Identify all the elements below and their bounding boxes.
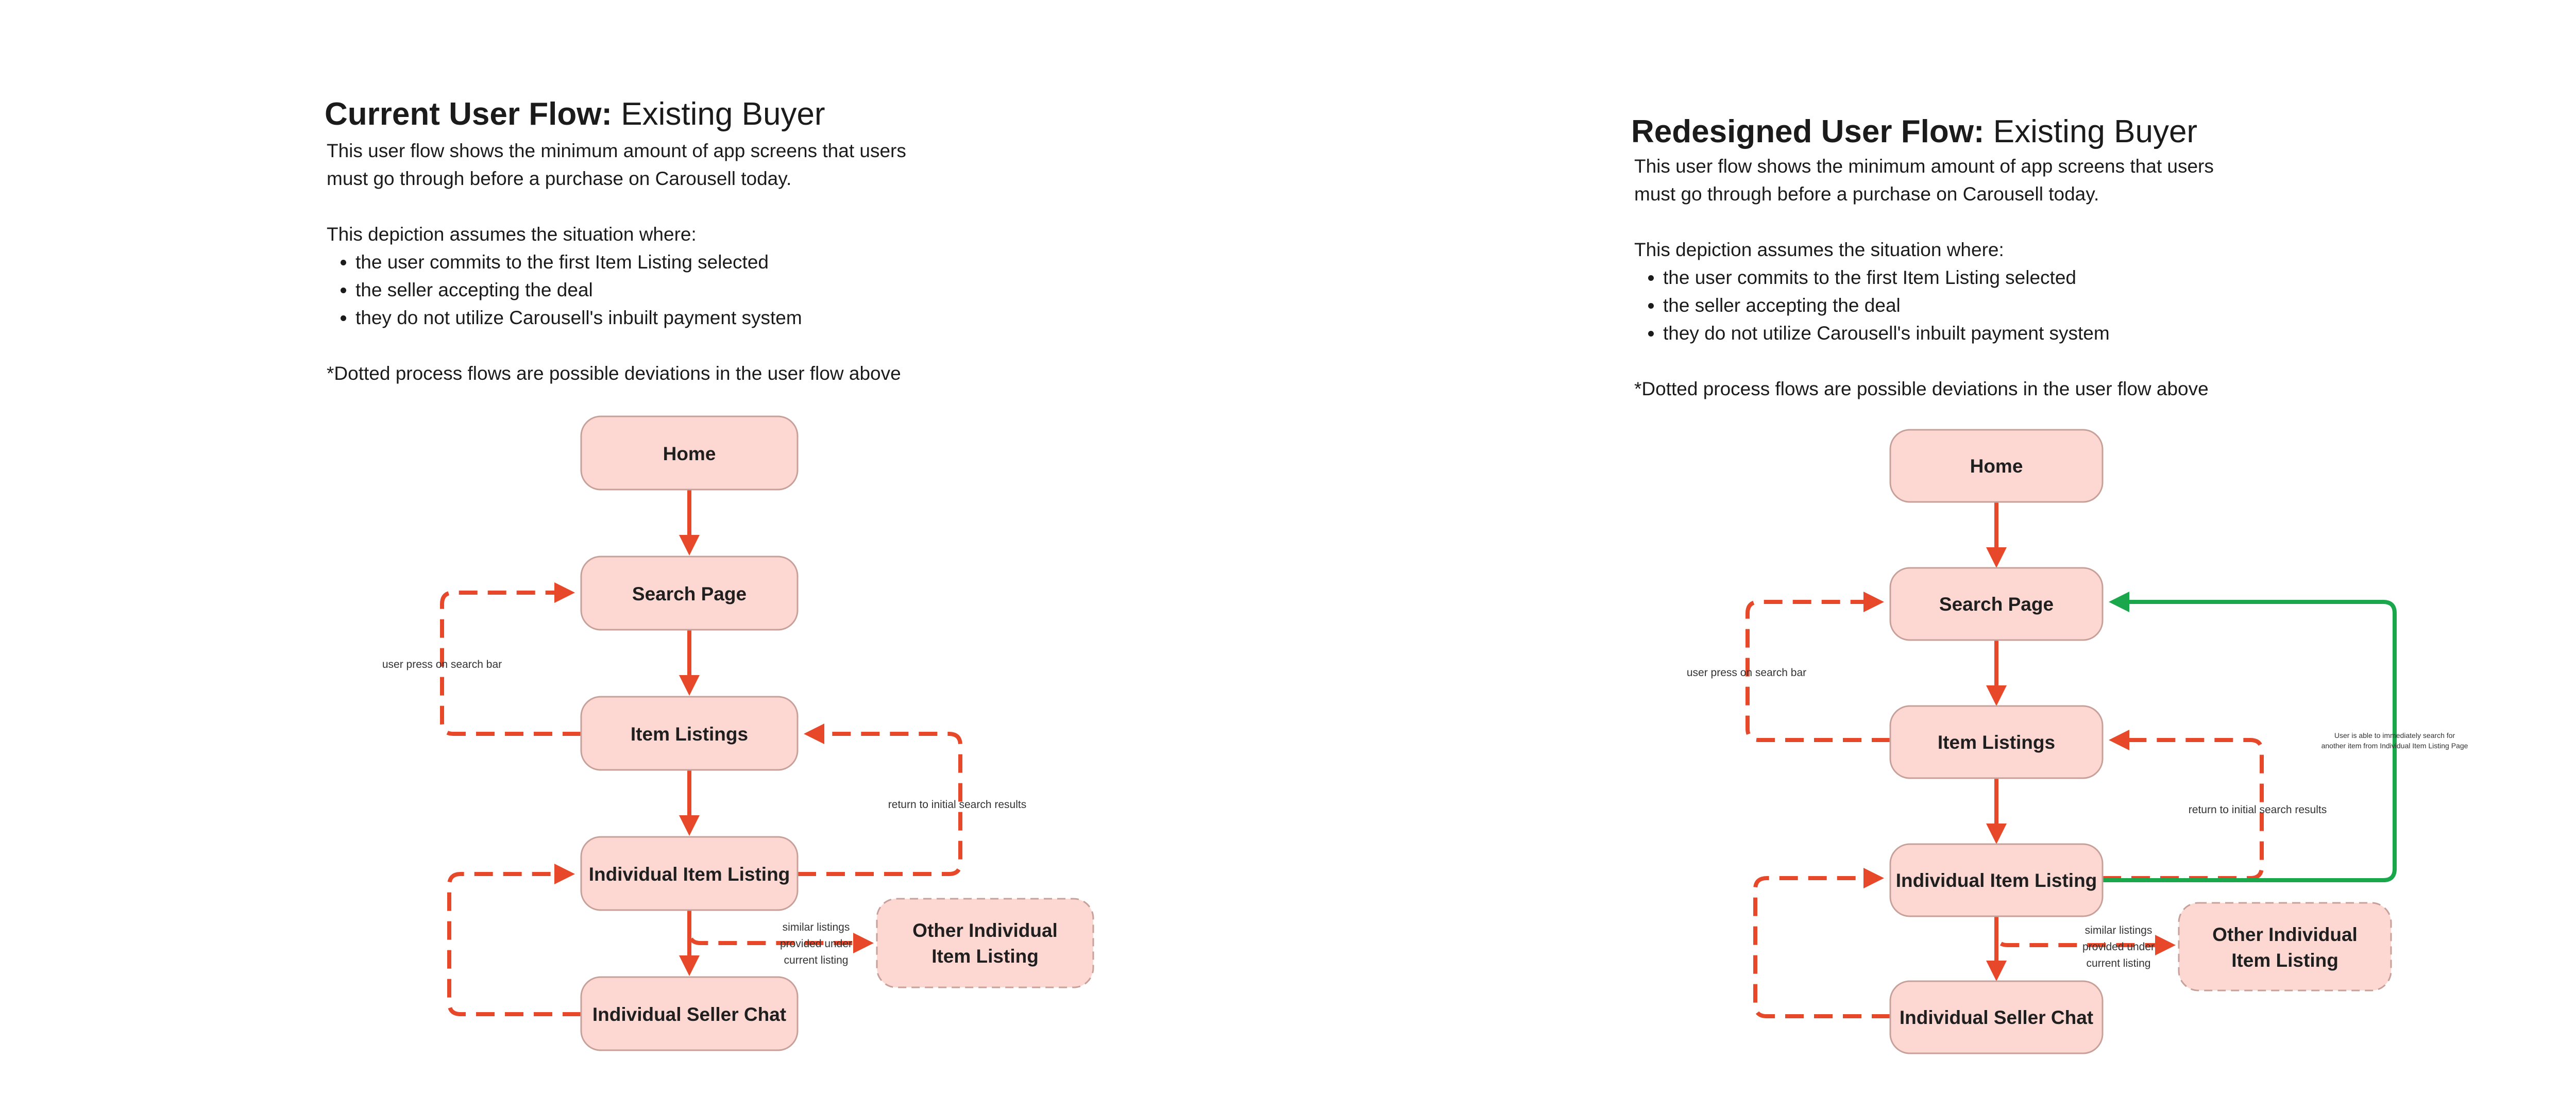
node-home-label: Home bbox=[1970, 456, 2023, 477]
label-similar-line-2: provided under bbox=[779, 938, 853, 950]
assumption-item: • the user commits to the first Item Listing selected bbox=[1663, 264, 2304, 292]
intro-line-2: must go through before a purchase on Carousell today. bbox=[1634, 183, 2099, 205]
node-other-label-line-1: Other Individual bbox=[912, 920, 1058, 941]
assumption-heading: This depiction assumes the situation where: bbox=[1634, 239, 2004, 260]
label-green-line-1: User is able to immediately search for bbox=[2334, 731, 2455, 740]
node-individual-seller-chat-label: Individual Seller Chat bbox=[592, 1004, 787, 1025]
label-similar-line-2: provided under bbox=[2082, 941, 2155, 953]
node-item-listings-label: Item Listings bbox=[630, 724, 749, 745]
edge-chat-back-loop bbox=[449, 874, 581, 1014]
intro-line-2: must go through before a purchase on Carousell today. bbox=[327, 168, 792, 189]
node-item-listings-label: Item Listings bbox=[1937, 732, 2056, 753]
edge-chat-back-loop bbox=[1755, 878, 1890, 1016]
redesigned-flow-diagram bbox=[1408, 0, 2576, 1109]
node-other-label-line-2: Item Listing bbox=[931, 946, 1039, 967]
node-individual-item-listing-label: Individual Item Listing bbox=[1895, 870, 2097, 891]
node-other-individual-item-listing bbox=[877, 899, 1093, 987]
node-other-individual-item-listing bbox=[2179, 903, 2391, 990]
dotted-flow-note: *Dotted process flows are possible deviations in the user flow above bbox=[1634, 378, 2209, 399]
node-individual-item-listing bbox=[1890, 844, 2103, 916]
node-home-label: Home bbox=[663, 443, 716, 464]
assumption-item: • they do not utilize Carousell's inbuilt payment system bbox=[355, 304, 996, 332]
current-flow-title: Current User Flow: Existing Buyer bbox=[325, 96, 825, 132]
label-similar-line-1: similar listings bbox=[2084, 925, 2153, 936]
assumption-item: • they do not utilize Carousell's inbuilt payment system bbox=[1663, 320, 2304, 347]
node-other-label-line-1: Other Individual bbox=[2212, 924, 2358, 945]
assumption-item: • the seller accepting the deal bbox=[355, 276, 996, 304]
label-green-line-2: another item from Individual Item Listing Page bbox=[2321, 742, 2468, 750]
node-search-page bbox=[581, 557, 798, 630]
assumption-item: • the user commits to the first Item Listing selected bbox=[355, 248, 996, 276]
node-item-listings bbox=[581, 697, 798, 770]
node-item-listings bbox=[1890, 706, 2103, 778]
node-individual-seller-chat bbox=[1890, 981, 2103, 1053]
node-search-page-label: Search Page bbox=[1939, 594, 2054, 615]
node-individual-item-listing bbox=[581, 837, 798, 910]
node-search-page bbox=[1890, 568, 2103, 640]
node-individual-seller-chat-label: Individual Seller Chat bbox=[1899, 1007, 2094, 1028]
label-return-results: return to initial search results bbox=[2188, 804, 2327, 816]
node-other-label-line-2: Item Listing bbox=[2231, 950, 2338, 971]
node-individual-seller-chat bbox=[581, 977, 798, 1050]
label-search-bar: user press on search bar bbox=[382, 659, 502, 670]
intro-line-1: This user flow shows the minimum amount of app screens that users bbox=[327, 140, 906, 161]
node-search-page-label: Search Page bbox=[632, 583, 747, 604]
assumption-item: • the seller accepting the deal bbox=[1663, 292, 2304, 320]
redesigned-flow-panel bbox=[1408, 0, 2576, 1109]
redesigned-flow-title: Redesigned User Flow: Existing Buyer bbox=[1631, 114, 2198, 149]
label-similar-line-1: similar listings bbox=[782, 921, 850, 933]
assumption-heading: This depiction assumes the situation where: bbox=[327, 224, 697, 245]
node-home bbox=[581, 416, 798, 490]
label-similar-line-3: current listing bbox=[2086, 957, 2151, 969]
dotted-flow-note: *Dotted process flows are possible deviations in the user flow above bbox=[327, 363, 901, 384]
node-home bbox=[1890, 430, 2103, 502]
label-similar-line-3: current listing bbox=[784, 954, 849, 966]
node-individual-item-listing-label: Individual Item Listing bbox=[588, 864, 790, 885]
intro-line-1: This user flow shows the minimum amount of app screens that users bbox=[1634, 156, 2214, 177]
label-return-results: return to initial search results bbox=[888, 799, 1027, 811]
label-search-bar: user press on search bar bbox=[1686, 667, 1807, 679]
